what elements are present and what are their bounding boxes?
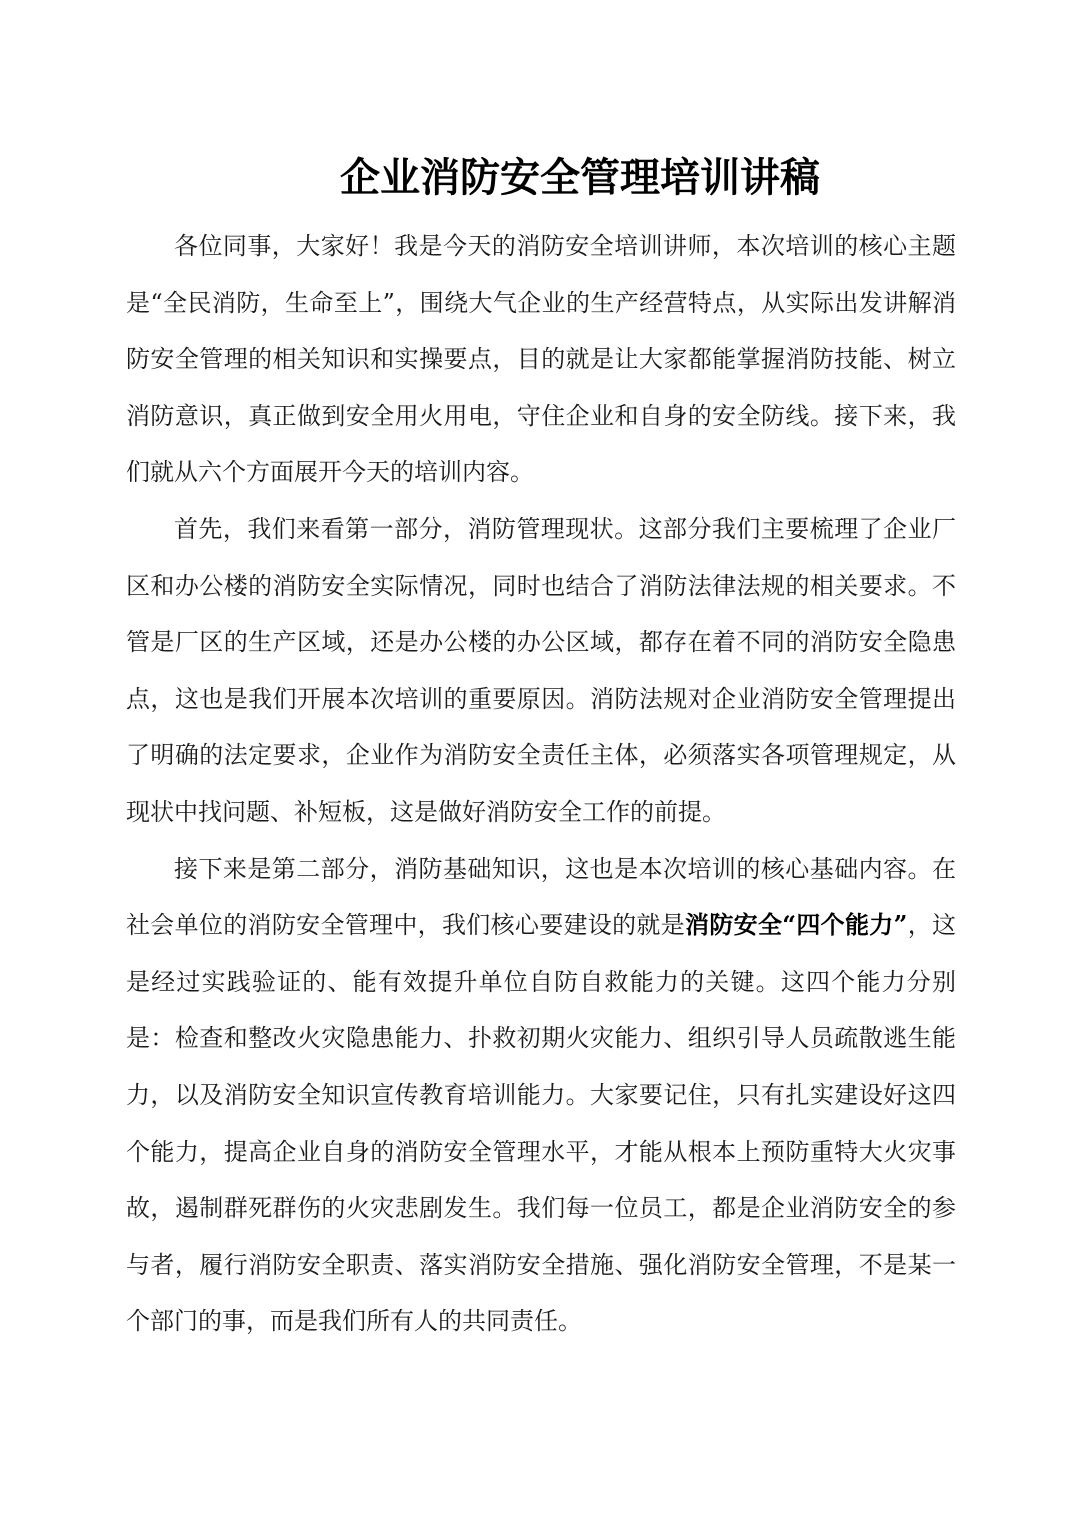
document-body (126, 218, 956, 1350)
document-title: 企业消防安全管理培训讲稿 (340, 155, 820, 201)
paragraph-intro: 各位同事，大家好！我是今天的消防安全培训讲师，本次培训的核心主题是“全民消防，生命至上”，围绕大气企业的生产经营特点，从实际出发讲解消防安全管理的相关知识和实操要点，目的就是让大家都能掌握消防技能、树立消防意识，真正做到安全用火用电，守住企业和自身的安全防线。接下来，我们就从六个方面展开今天的培训内容。 (126, 232, 956, 487)
paragraph-text-after: ，这是经过实践验证的、能有效提升单位自防自救能力的关键。这四个能力分别是：检查和整改火灾隐患能力、扑救初期火灾能力、组织引导人员疏散逃生能力，以及消防安全知识宣传教育培训能力。大家要记住，只有扎实建设好这四个能力，提高企业自身的消防安全管理水平，才能从根本上预防重特大火灾事故，遏制群死群伤的火灾悲剧发生。我们每一位员工，都是企业消防安全的参与者，履行消防安全职责、落实消防安全措施、强化消防安全管理，不是某一个部门的事，而是我们所有人的共同责任。 (126, 911, 957, 1336)
paragraph-text-before: 接下来是第二部分，消防基础知识，这也是本次培训的核心基础内容。在社会单位的消防安全管理中，我们核心要建设的就是 (126, 854, 956, 940)
paragraph-management-status: 首先，我们来看第一部分，消防管理现状。这部分我们主要梳理了企业厂区和办公楼的消防安全实际情况，同时也结合了消防法律法规的相关要求。不管是厂区的生产区域，还是办公楼的办公区域，都存在着不同的消防安全隐患点，这也是我们开展本次培训的重要原因。消防法规对企业消防安全管理提出了明确的法定要求，企业作为消防安全责任主体，必须落实各项管理规定，从现状中找问题、补短板，这是做好消防安全工作的前提。 (126, 514, 956, 826)
four-abilities-emphasis: 消防安全“四个能力” (685, 910, 908, 940)
paragraph-basic-knowledge (126, 841, 956, 1350)
